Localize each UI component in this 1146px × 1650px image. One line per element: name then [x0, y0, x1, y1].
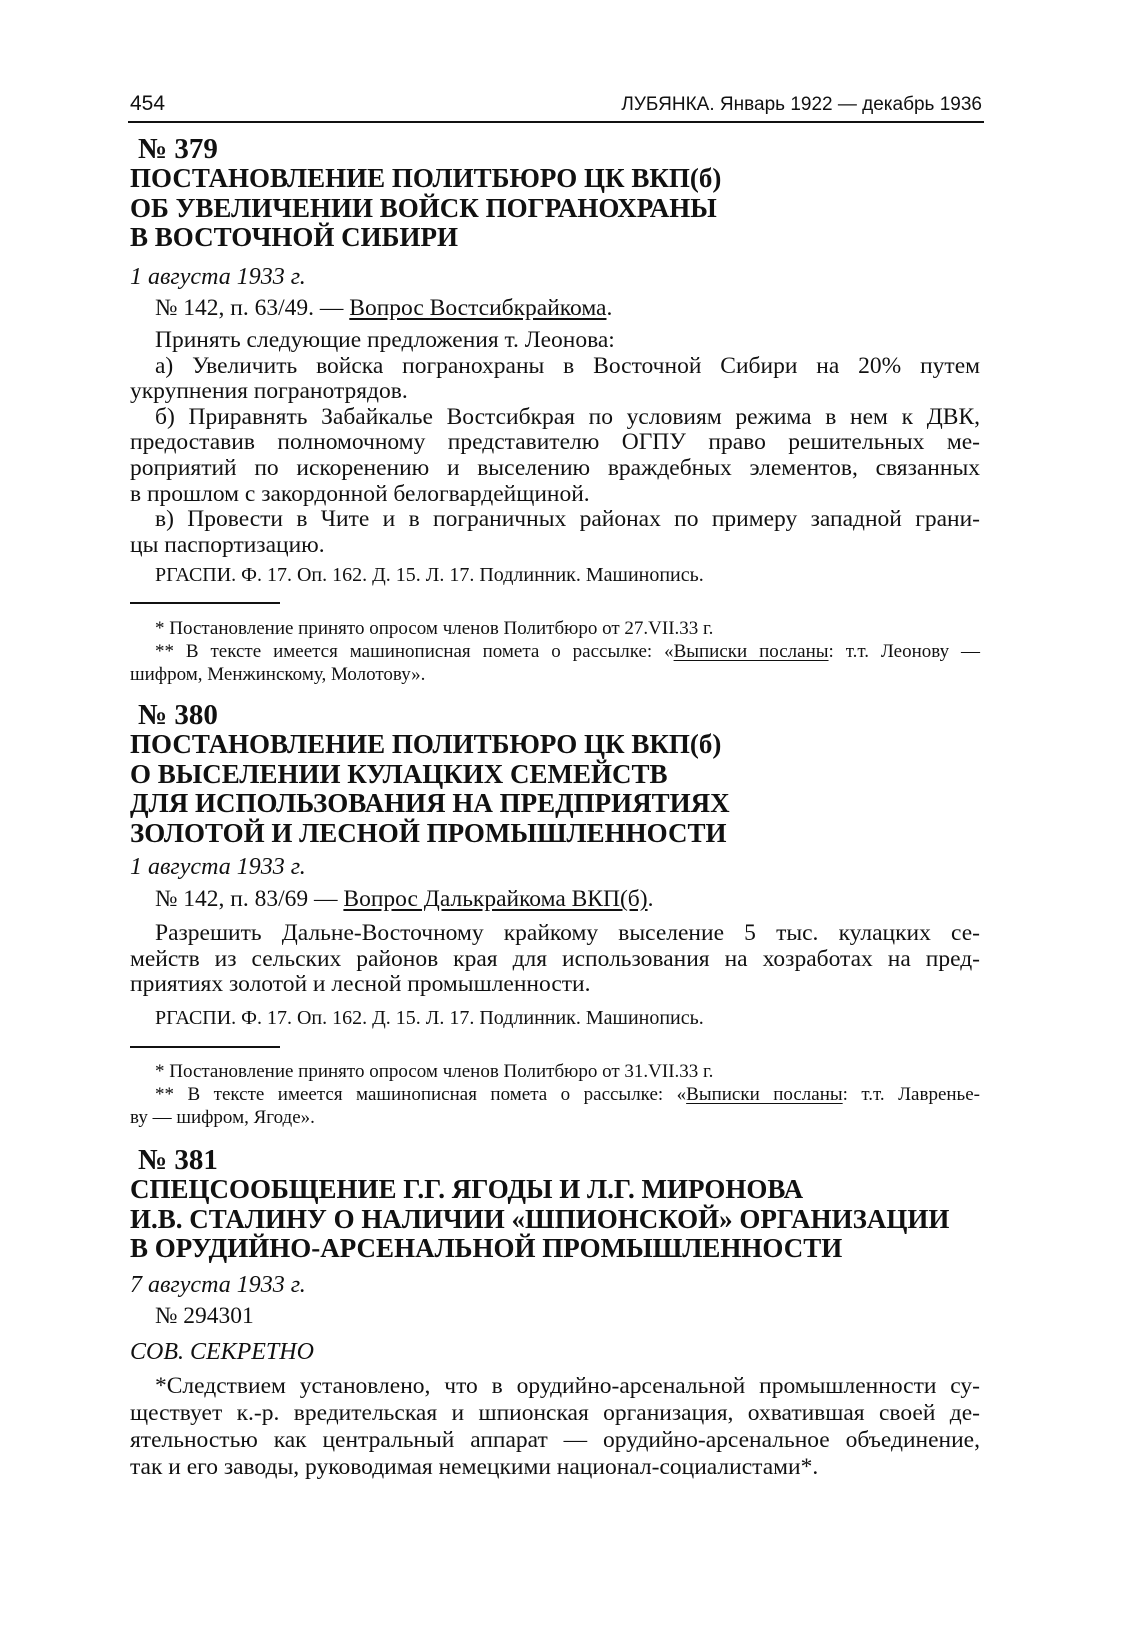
classification-stamp: СОВ. СЕКРЕТНО	[130, 1339, 314, 1365]
doc-reference: № 142, п. 83/69 — Вопрос Далькрайкома ВКП(б).	[155, 886, 654, 912]
reference-subject: Вопрос Далькрайкома ВКП(б)	[343, 886, 648, 912]
doc-body: Принять следующие предложения т. Леонова: а) Увеличить войска погранохраны в Восточной Сибири на 20% путем укрупнения погранотрядов. б) Приравнять Забайкалье Востсибкрая по условиям режима в нем к ДВК, предоставив полномочному представителю ОГПУ право решительных ме- роприятий по искоренению и выселению враждебных элементов, связанных в прошлом с закордонной белогвардейщиной. в) Провести в Чите и в пограничных районах по примеру западной грани- цы паспортизацию.	[130, 327, 980, 558]
doc-381-heading	[130, 1145, 980, 1264]
footnote: ** В тексте имеется машинописная помета о рассылке: «Выписки посланы: т.т. Леонову —	[155, 641, 980, 662]
page-header	[130, 92, 982, 120]
footnotes	[130, 602, 980, 686]
doc-number: № 380	[138, 699, 218, 731]
page-number: 454	[130, 92, 166, 115]
footnote: ** В тексте имеется машинописная помета о рассылке: «Выписки посланы: т.т. Лавренье-	[155, 1084, 980, 1105]
footnote-cont: ву — шифром, Ягоде».	[130, 1107, 315, 1128]
doc-date: 1 августа 1933 г.	[130, 264, 306, 290]
footnote: * Постановление принято опросом членов Политбюро от 31.VII.33 г.	[155, 1061, 714, 1082]
doc-380-heading	[130, 700, 980, 848]
doc-title-line: И.В. СТАЛИНУ О НАЛИЧИИ «ШПИОНСКОЙ» ОРГАНИЗАЦИИ	[130, 1203, 950, 1234]
doc-date: 7 августа 1933 г.	[130, 1272, 306, 1298]
doc-title-line: В ВОСТОЧНОЙ СИБИРИ	[130, 222, 458, 252]
doc-body: *Следствием установлено, что в орудийно-арсенальной промышленности су- ществует к.-р. вредительская и шпионская организация, охватившая своей де- ятельностью как центральный аппарат — орудийно-арсенальное объединение, так и его заводы, руководимая немецкими национал-социалистами*.	[130, 1373, 980, 1480]
header-rule	[128, 121, 984, 123]
footnotes	[130, 1046, 980, 1129]
doc-379-heading	[130, 134, 980, 253]
footnote: * Постановление принято опросом членов Политбюро от 27.VII.33 г.	[155, 618, 714, 639]
doc-title-line: ЗОЛОТОЙ И ЛЕСНОЙ ПРОМЫШЛЕННОСТИ	[130, 817, 727, 848]
doc-reference: № 142, п. 63/49. — Вопрос Востсибкрайкома.	[155, 295, 613, 321]
doc-reference: № 294301	[155, 1303, 254, 1329]
reference-subject: Вопрос Востсибкрайкома	[349, 295, 607, 321]
archive-source: РГАСПИ. Ф. 17. Оп. 162. Д. 15. Л. 17. Подлинник. Машинопись.	[155, 1007, 704, 1029]
doc-title-line: ДЛЯ ИСПОЛЬЗОВАНИЯ НА ПРЕДПРИЯТИЯХ	[130, 788, 730, 818]
doc-number: № 379	[138, 133, 218, 165]
doc-title-line: В ОРУДИЙНО-АРСЕНАЛЬНОЙ ПРОМЫШЛЕННОСТИ	[130, 1233, 843, 1263]
doc-title-line: ПОСТАНОВЛЕНИЕ ПОЛИТБЮРО ЦК ВКП(б)	[130, 729, 722, 759]
doc-date: 1 августа 1933 г.	[130, 854, 306, 880]
doc-number: № 381	[138, 1144, 218, 1176]
doc-title-line: ПОСТАНОВЛЕНИЕ ПОЛИТБЮРО ЦК ВКП(б)	[130, 163, 722, 193]
doc-title-line: О ВЫСЕЛЕНИИ КУЛАЦКИХ СЕМЕЙСТВ	[130, 758, 668, 789]
running-title: ЛУБЯНКА. Январь 1922 — декабрь 1936	[621, 94, 982, 115]
footnote-cont: шифром, Менжинскому, Молотову».	[130, 664, 426, 685]
doc-body: Разрешить Дальне-Восточному крайкому выселение 5 тыс. кулацких се- мейств из сельских районов края для использования на хозработах на пред- приятиях золотой и лесной промышленности.	[130, 920, 980, 998]
doc-title-line: СПЕЦСООБЩЕНИЕ Г.Г. ЯГОДЫ И Л.Г. МИРОНОВА	[130, 1174, 804, 1204]
doc-title-line: ОБ УВЕЛИЧЕНИИ ВОЙСК ПОГРАНОХРАНЫ	[130, 192, 717, 223]
archive-source: РГАСПИ. Ф. 17. Оп. 162. Д. 15. Л. 17. Подлинник. Машинопись.	[155, 564, 704, 586]
